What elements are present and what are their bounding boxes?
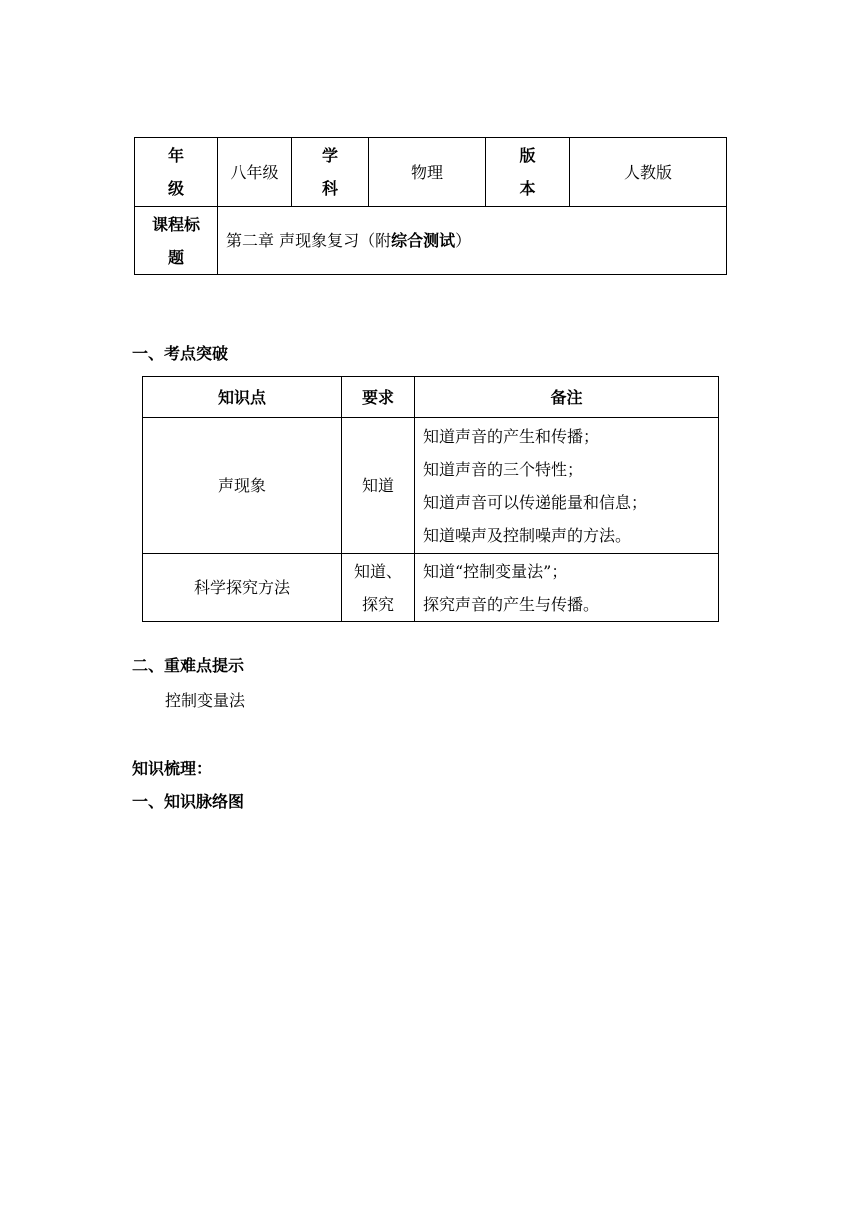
row2-requirement-line1: 知道、 bbox=[353, 561, 402, 581]
row2-note-2: 探究声音的产生与传播。 bbox=[423, 594, 600, 614]
title-label-cell bbox=[135, 207, 218, 275]
header-notes: 备注 bbox=[415, 377, 719, 418]
title-label-line2: 题 bbox=[167, 247, 184, 267]
row2-requirement-line2: 探究 bbox=[361, 594, 394, 614]
edition-value: 人教版 bbox=[570, 138, 727, 207]
course-title-bold: 综合测试 bbox=[391, 231, 456, 250]
edition-label-line2: 本 bbox=[519, 179, 536, 198]
row1-notes bbox=[415, 418, 719, 554]
course-title-end: ） bbox=[455, 231, 472, 250]
row2-notes bbox=[415, 554, 719, 622]
row1-note-1: 知道声音的产生和传播； bbox=[423, 426, 600, 446]
row2-topic: 科学探究方法 bbox=[143, 554, 342, 622]
edition-label-cell bbox=[486, 138, 570, 207]
row1-requirement: 知道 bbox=[342, 418, 415, 554]
section1-heading: 一、考点突破 bbox=[132, 344, 229, 363]
grade-label-cell bbox=[135, 138, 218, 207]
row2-note-1: 知道“控制变量法”； bbox=[423, 561, 568, 581]
grade-value: 八年级 bbox=[218, 138, 292, 207]
key-points-table bbox=[142, 376, 719, 622]
grade-label-line1: 年 bbox=[167, 146, 184, 165]
row1-note-2: 知道声音的三个特性； bbox=[423, 459, 584, 479]
row1-topic: 声现象 bbox=[143, 418, 342, 554]
title-label-line1: 课程标 bbox=[151, 214, 200, 234]
section3-heading: 知识梳理： bbox=[132, 759, 213, 778]
header-topic: 知识点 bbox=[143, 377, 342, 418]
grade-label-line2: 级 bbox=[167, 179, 184, 198]
course-title-plain: 第二章 声现象复习（附 bbox=[226, 231, 392, 250]
section2-heading: 二、重难点提示 bbox=[132, 656, 245, 675]
subject-label-cell bbox=[292, 138, 369, 207]
header-requirement: 要求 bbox=[342, 377, 415, 418]
subject-value: 物理 bbox=[369, 138, 486, 207]
section2-text: 控制变量法 bbox=[165, 691, 246, 710]
course-info-table bbox=[134, 137, 727, 275]
row1-note-4: 知道噪声及控制噪声的方法。 bbox=[423, 525, 632, 545]
subject-label-line2: 科 bbox=[321, 179, 338, 198]
row1-note-3: 知道声音可以传递能量和信息； bbox=[423, 492, 648, 512]
subject-label-line1: 学 bbox=[321, 146, 338, 165]
course-title-cell bbox=[218, 207, 727, 275]
edition-label-line1: 版 bbox=[519, 146, 536, 165]
section3-subheading: 一、知识脉络图 bbox=[132, 792, 245, 811]
row2-requirement bbox=[342, 554, 415, 622]
